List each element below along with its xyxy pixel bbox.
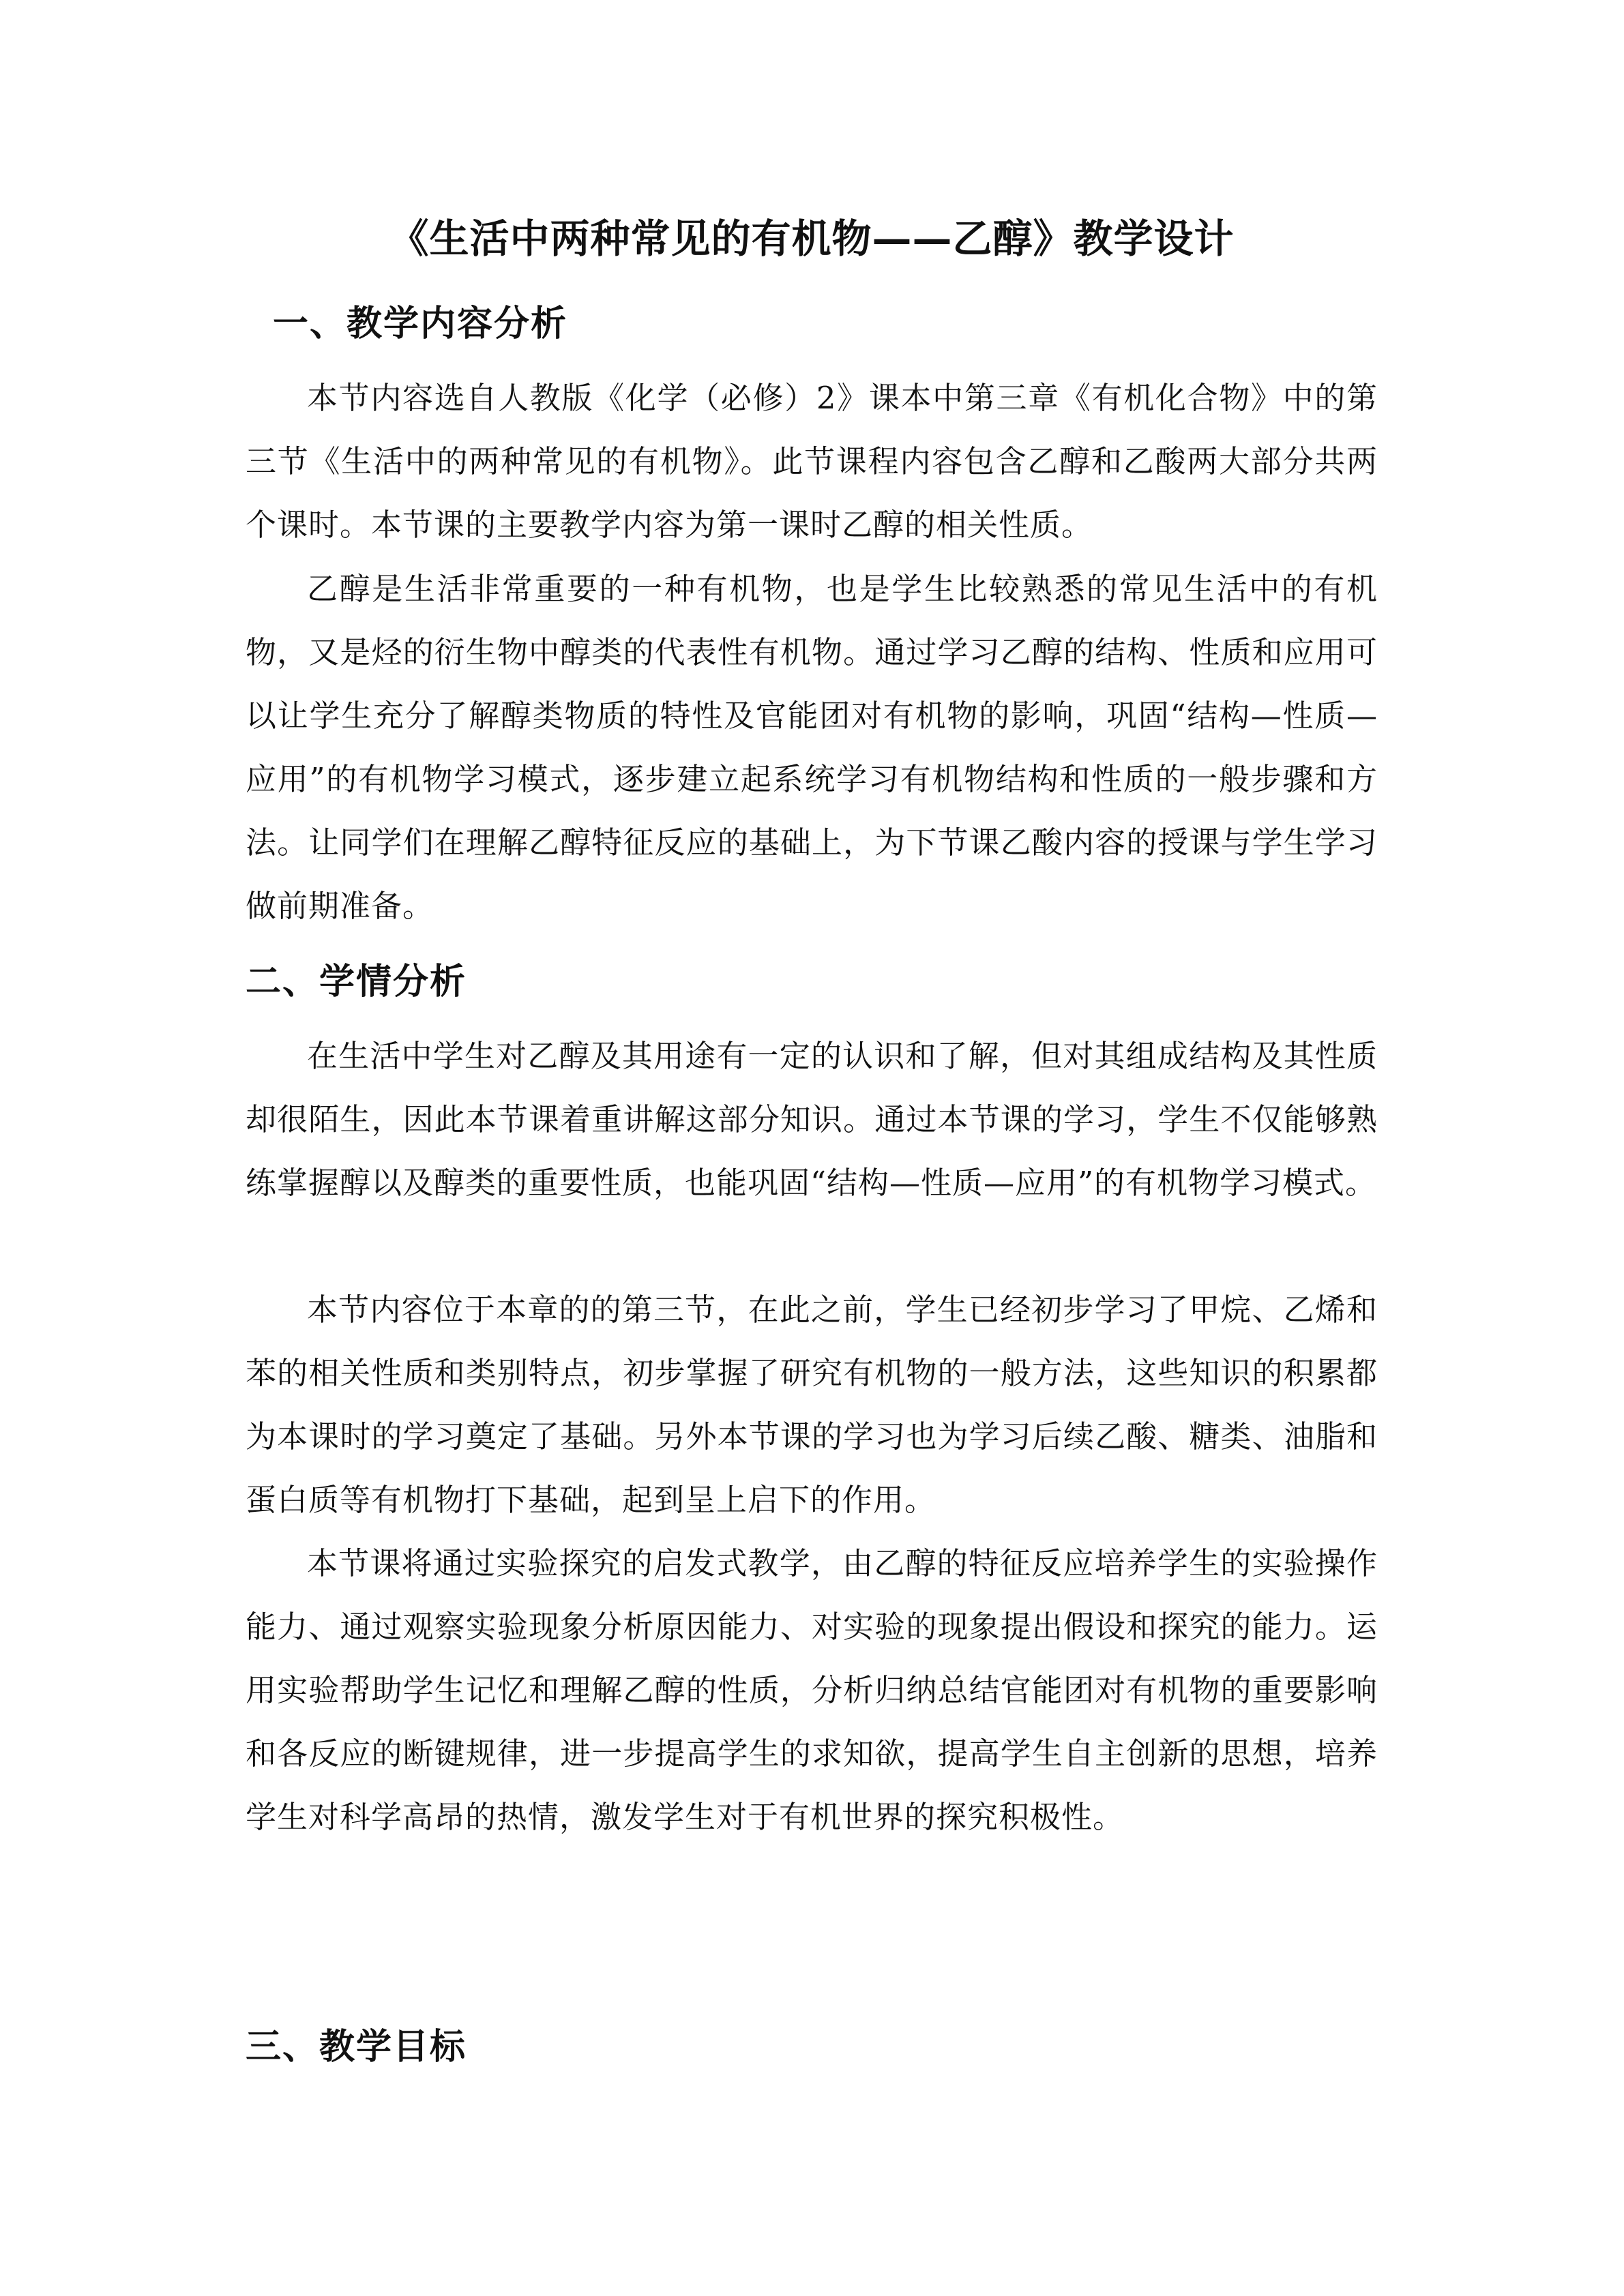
section-heading-teaching-goals: 三、教学目标 <box>246 2027 467 2068</box>
paragraph-ethanol-importance: 乙醇是生活非常重要的一种有机物，也是学生比较熟悉的常见生活中的有机物，又是烃的衍生物中醇类的代表性有机物。通过学习乙醇的结构、性质和应用可以让学生充分了解醇类物质的特性及官能团对有机物的影响，巩固“结构—性质—应用”的有机物学习模式，逐步建立起系统学习有机物结构和性质的一般步骤和方法。让同学们在理解乙醇特征反应的基础上，为下节课乙酸内容的授课与学生学习做前期准备。 <box>246 571 1378 924</box>
document-title: 《生活中两种常见的有机物——乙醇》教学设计 <box>389 215 1235 262</box>
paragraph-learner-background: 在生活中学生对乙醇及其用途有一定的认识和了解，但对其组成结构及其性质却很陌生，因此本节课着重讲解这部分知识。通过本节课的学习，学生不仅能够熟练掌握醇以及醇类的重要性质，也能巩固“结构—性质—应用”的有机物学习模式。 <box>246 1038 1378 1201</box>
section-heading-learner-analysis: 二、学情分析 <box>246 961 467 1002</box>
section-heading-content-analysis: 一、教学内容分析 <box>273 303 568 344</box>
paragraph-teaching-approach: 本节课将通过实验探究的启发式教学，由乙醇的特征反应培养学生的实验操作能力、通过观察实验现象分析原因能力、对实验的现象提出假设和探究的能力。运用实验帮助学生记忆和理解乙醇的性质，分析归纳总结官能团对有机物的重要影响和各反应的断键规律，进一步提高学生的求知欲，提高学生自主创新的思想，培养学生对科学高昂的热情，激发学生对于有机世界的探究积极性。 <box>246 1545 1378 1835</box>
paragraph-prior-knowledge: 本节内容位于本章的的第三节，在此之前，学生已经初步学习了甲烷、乙烯和苯的相关性质和类别特点，初步掌握了研究有机物的一般方法，这些知识的积累都为本课时的学习奠定了基础。另外本节课的学习也为学习后续乙酸、糖类、油脂和蛋白质等有机物打下基础，起到呈上启下的作用。 <box>246 1292 1378 1518</box>
paragraph-content-source: 本节内容选自人教版《化学（必修）2》课本中第三章《有机化合物》中的第三节《生活中的两种常见的有机物》。此节课程内容包含乙醇和乙酸两大部分共两个课时。本节课的主要教学内容为第一课时乙醇的相关性质。 <box>246 380 1378 543</box>
